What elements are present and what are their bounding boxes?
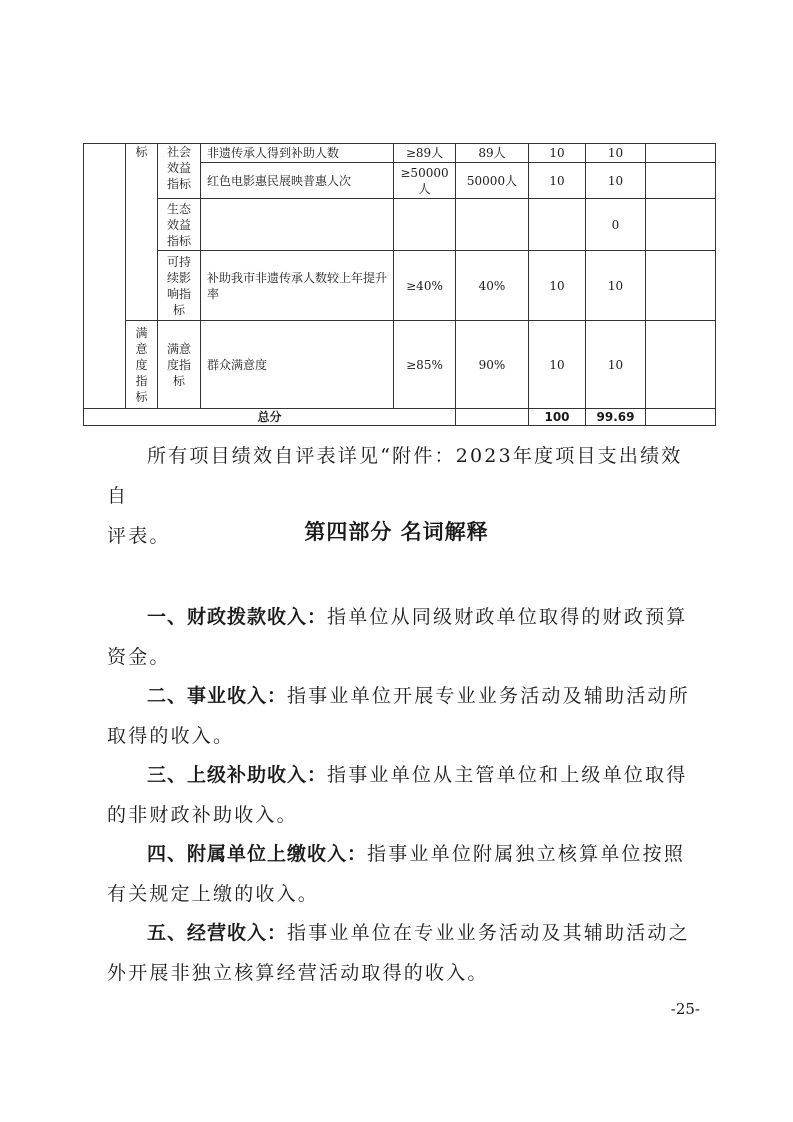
total-weight: 100 <box>529 409 586 426</box>
note-cell <box>646 163 716 199</box>
total-note-cell <box>646 409 716 426</box>
level3-cell: 社会效益指标 <box>158 144 201 199</box>
term-definition: 指单位从同级财政单位取得的财政预算 <box>327 606 688 628</box>
table-row <box>84 199 716 251</box>
term-definition: 指事业单位从主管单位和上级单位取得 <box>327 764 688 786</box>
section-heading: 第四部分 名词解释 <box>304 519 489 544</box>
target-cell: ≥85% <box>394 321 456 409</box>
term-label: 四、附属单位上缴收入： <box>147 843 368 865</box>
actual-cell: 40% <box>456 251 529 321</box>
total-score: 99.69 <box>586 409 646 426</box>
table-row <box>84 321 716 409</box>
level2-cell: 标 <box>126 144 158 321</box>
weight-cell: 10 <box>529 321 586 409</box>
term-definition: 指事业单位附属独立核算单位按照 <box>367 843 686 865</box>
indicator-cell <box>201 199 394 251</box>
note-cell <box>646 251 716 321</box>
performance-table <box>83 143 716 426</box>
level1-cell <box>84 144 126 409</box>
weight-cell: 10 <box>529 163 586 199</box>
actual-cell <box>456 199 529 251</box>
target-cell: ≥89人 <box>394 144 456 163</box>
score-cell: 10 <box>586 321 646 409</box>
term-label: 五、经营收入： <box>147 922 288 944</box>
actual-cell: 50000人 <box>456 163 529 199</box>
score-cell: 10 <box>586 144 646 163</box>
term-definition-wrap: 取得的收入。 <box>107 725 235 747</box>
level2-cell: 满意度指标 <box>126 321 158 409</box>
total-row <box>84 409 716 426</box>
term-definition: 指事业单位开展专业业务活动及辅助活动所 <box>287 685 690 707</box>
term-definition-wrap: 外开展非独立核算经营活动取得的收入。 <box>107 962 489 984</box>
total-actual-cell <box>456 409 529 426</box>
target-cell: ≥40% <box>394 251 456 321</box>
score-cell: 10 <box>586 251 646 321</box>
level3-cell: 可持续影响指标 <box>158 251 201 321</box>
indicator-cell: 补助我市非遗传承人数较上年提升率 <box>201 251 394 321</box>
indicator-cell: 非遗传承人得到补助人数 <box>201 144 394 163</box>
term-paragraph <box>107 755 692 835</box>
actual-cell: 90% <box>456 321 529 409</box>
note-cell <box>646 199 716 251</box>
note-cell <box>646 144 716 163</box>
score-cell: 10 <box>586 163 646 199</box>
weight-cell: 10 <box>529 144 586 163</box>
weight-cell <box>529 199 586 251</box>
term-paragraph <box>107 597 692 677</box>
term-definition-wrap: 的非财政补助收入。 <box>107 804 298 826</box>
indicator-cell: 群众满意度 <box>201 321 394 409</box>
table-row <box>84 144 716 163</box>
note-cell <box>646 321 716 409</box>
term-definition-wrap: 资金。 <box>107 646 171 668</box>
weight-cell: 10 <box>529 251 586 321</box>
term-paragraph <box>107 834 692 914</box>
actual-cell: 89人 <box>456 144 529 163</box>
page-number: -25- <box>670 1000 700 1018</box>
level3-cell: 满意度指标 <box>158 321 201 409</box>
term-label: 三、上级补助收入： <box>147 764 328 786</box>
term-definition: 指事业单位在专业业务活动及其辅助活动之 <box>287 922 690 944</box>
indicator-cell: 红色电影惠民展映普惠人次 <box>201 163 394 199</box>
term-definition-wrap: 有关规定上缴的收入。 <box>107 883 320 905</box>
total-label: 总分 <box>84 409 456 426</box>
target-cell <box>394 199 456 251</box>
level3-cell: 生态效益指标 <box>158 199 201 251</box>
term-label: 二、事业收入： <box>147 685 288 707</box>
intro-wrap: 评表。 <box>107 525 171 547</box>
score-cell: 0 <box>586 199 646 251</box>
intro-line: 所有项目绩效自评表详见“附件：2023年度项目支出绩效自 <box>107 445 683 507</box>
table-row <box>84 251 716 321</box>
term-paragraph <box>107 676 692 756</box>
target-cell: ≥50000人 <box>394 163 456 199</box>
term-paragraph <box>107 913 692 993</box>
term-label: 一、财政拨款收入： <box>147 606 328 628</box>
